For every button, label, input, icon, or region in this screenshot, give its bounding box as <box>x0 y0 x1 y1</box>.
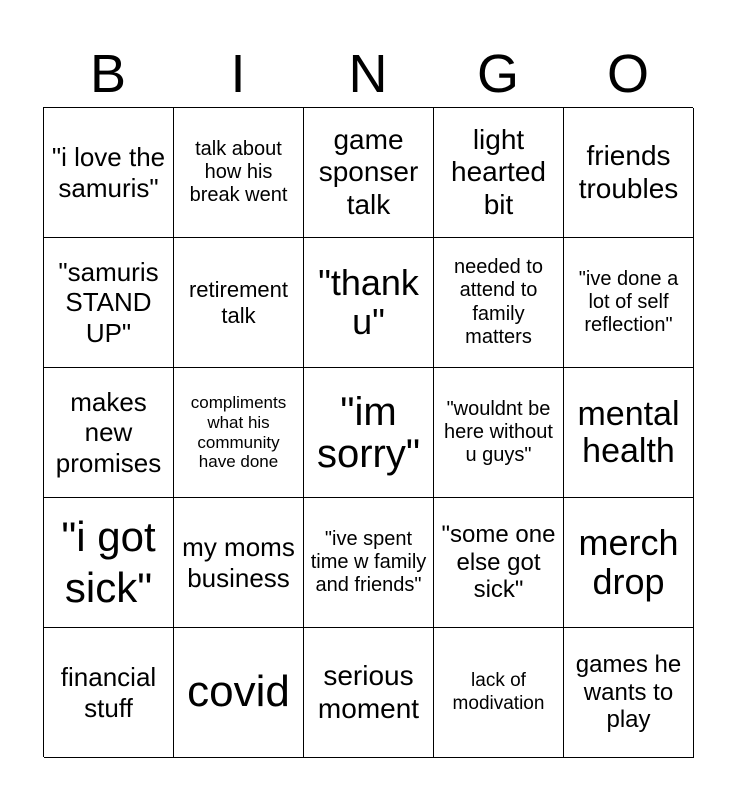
bingo-cell[interactable] <box>434 498 564 628</box>
bingo-board <box>43 107 693 757</box>
bingo-cell[interactable] <box>434 108 564 238</box>
bingo-cell[interactable] <box>304 498 434 628</box>
bingo-cell-text: makes new promises <box>55 387 162 478</box>
bingo-cell-text: "i got sick" <box>61 513 156 611</box>
bingo-cell-text: "ive spent time w family and friends" <box>310 527 427 597</box>
bingo-cell[interactable] <box>564 368 694 498</box>
header-letter-o: O <box>606 44 649 104</box>
bingo-cell-text: covid <box>187 667 290 717</box>
bingo-cell-text: talk about how his break went <box>189 137 288 207</box>
bingo-cell[interactable] <box>44 368 174 498</box>
bingo-cell-text: needed to attend to family matters <box>454 256 543 348</box>
bingo-cell-text: "im sorry" <box>316 389 421 476</box>
bingo-cell[interactable] <box>174 368 304 498</box>
bingo-cell[interactable] <box>44 498 174 628</box>
bingo-cell-text: serious moment <box>317 660 420 724</box>
bingo-cell[interactable] <box>44 628 174 758</box>
bingo-cell[interactable] <box>304 628 434 758</box>
bingo-cell-text: "i love the samuris" <box>51 142 166 203</box>
bingo-header <box>43 40 693 108</box>
bingo-cell-text: merch drop <box>578 521 679 602</box>
bingo-cell[interactable] <box>304 368 434 498</box>
bingo-cell[interactable] <box>44 108 174 238</box>
bingo-cell[interactable] <box>564 628 694 758</box>
bingo-cell[interactable] <box>174 238 304 368</box>
bingo-cell-text: mental health <box>577 394 680 470</box>
bingo-cell-text: game sponser talk <box>318 123 419 220</box>
bingo-cell[interactable] <box>174 628 304 758</box>
bingo-cell[interactable] <box>434 628 564 758</box>
bingo-cell-text: "some one else got sick" <box>441 520 556 604</box>
bingo-cell-text: "wouldnt be here without u guys" <box>444 397 553 467</box>
bingo-cell[interactable] <box>304 108 434 238</box>
bingo-cell-text: games he wants to play <box>575 650 682 734</box>
bingo-cell-text: lack of modivation <box>452 670 545 714</box>
bingo-cell[interactable] <box>174 498 304 628</box>
bingo-cell-text: friends troubles <box>578 140 679 204</box>
bingo-cell-text: "ive done a lot of self reflection" <box>578 267 679 337</box>
bingo-cell[interactable] <box>304 238 434 368</box>
header-letter-i: I <box>230 44 246 104</box>
bingo-cell[interactable] <box>564 238 694 368</box>
bingo-cell[interactable] <box>434 238 564 368</box>
bingo-cell-text: "samuris STAND UP" <box>58 257 159 348</box>
bingo-cell-text: compliments what his community have done <box>190 393 287 472</box>
bingo-cell[interactable] <box>434 368 564 498</box>
bingo-cell-text: financial stuff <box>60 662 157 723</box>
header-letter-n: N <box>348 44 388 104</box>
header-letter-g: G <box>476 44 519 104</box>
bingo-cell-text: "thank u" <box>318 261 419 342</box>
bingo-cell[interactable] <box>564 108 694 238</box>
bingo-cell[interactable] <box>44 238 174 368</box>
bingo-cell[interactable] <box>564 498 694 628</box>
bingo-cell-text: light hearted bit <box>451 123 546 220</box>
bingo-cell-text: retirement talk <box>188 276 289 328</box>
bingo-cell[interactable] <box>174 108 304 238</box>
header-letter-b: B <box>89 44 127 104</box>
bingo-cell-text: my moms business <box>182 532 295 593</box>
